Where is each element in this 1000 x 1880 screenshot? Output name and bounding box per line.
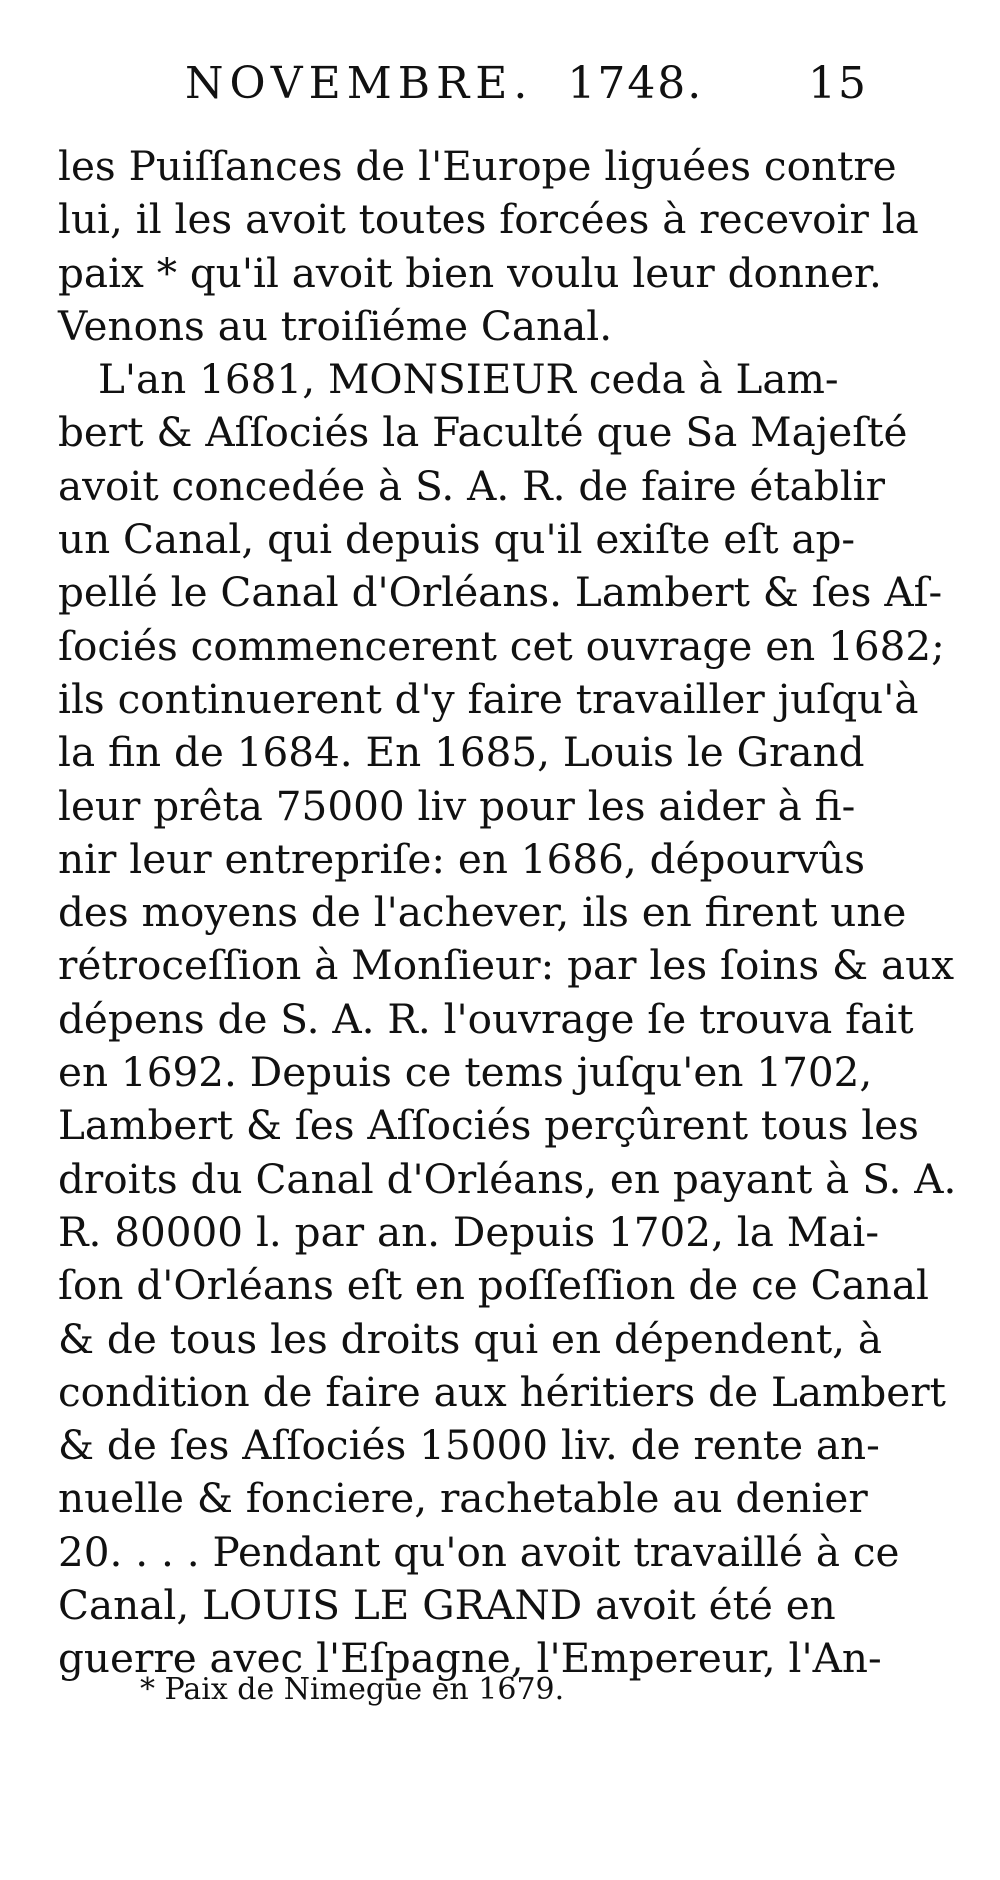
text-line: guerre avec l'Eſpagne, l'Empereur, l'An- <box>58 1634 882 1683</box>
header-year: 1748. <box>567 58 704 109</box>
footnote: * Paix de Nimegue en 1679. <box>140 1672 565 1707</box>
text-line: R. 80000 l. par an. Depuis 1702, la Mai- <box>58 1207 880 1256</box>
text-line: L'an 1681, MONSIEUR ceda à Lam- <box>98 355 839 404</box>
text-line: Lambert & ſes Aſſociés perçûrent tous les <box>58 1101 919 1150</box>
text-line: rétroceſſion à Monſieur: par les ſoins & aux <box>58 941 955 990</box>
text-line: ils continuerent d'y faire travailler juſqu'à <box>58 674 919 723</box>
text-line: nir leur entrepriſe: en 1686, dépourvûs <box>58 834 866 883</box>
text-line: droits du Canal d'Orléans, en payant à S. A. <box>58 1154 957 1203</box>
header-month: NOVEMBRE. <box>185 58 534 109</box>
body-text <box>58 140 957 1686</box>
text-line: lui, il les avoit toutes forcées à recevoir la <box>58 195 919 244</box>
text-line: la fin de 1684. En 1685, Louis le Grand <box>58 728 865 777</box>
text-line: Canal, LOUIS LE GRAND avoit été en <box>58 1581 836 1630</box>
text-line: en 1692. Depuis ce tems juſqu'en 1702, <box>58 1048 873 1097</box>
running-header <box>185 58 885 118</box>
text-line: nuelle & fonciere, rachetable au denier <box>58 1474 868 1523</box>
text-line: ſociés commencerent cet ouvrage en 1682; <box>58 621 945 670</box>
text-line: & de ſes Aſſociés 15000 liv. de rente an- <box>58 1421 880 1470</box>
text-line: condition de faire aux héritiers de Lambert <box>58 1367 946 1416</box>
text-line: bert & Aſſociés la Faculté que Sa Majeſté <box>58 408 908 457</box>
text-line: 20. . . . Pendant qu'on avoit travaillé à ce <box>58 1527 900 1576</box>
page-number: 15 <box>808 58 868 109</box>
text-line: avoit concedée à S. A. R. de faire établir <box>58 461 885 510</box>
text-line: pellé le Canal d'Orléans. Lambert & ſes Aſ- <box>58 568 943 617</box>
text-line: leur prêta 75000 liv pour les aider à fi- <box>58 781 856 830</box>
text-line: ſon d'Orléans eſt en poſſeſſion de ce Canal <box>58 1261 929 1310</box>
text-line: Venons au troiſiéme Canal. <box>58 301 613 350</box>
text-line: dépens de S. A. R. l'ouvrage ſe trouva fait <box>58 994 914 1043</box>
text-line: des moyens de l'achever, ils en firent une <box>58 888 907 937</box>
text-line: paix * qu'il avoit bien voulu leur donner. <box>58 248 882 297</box>
text-line: un Canal, qui depuis qu'il exiſte eſt ap- <box>58 515 856 564</box>
text-line: & de tous les droits qui en dépendent, à <box>58 1314 883 1363</box>
text-line: les Puiſſances de l'Europe liguées contre <box>58 142 897 190</box>
